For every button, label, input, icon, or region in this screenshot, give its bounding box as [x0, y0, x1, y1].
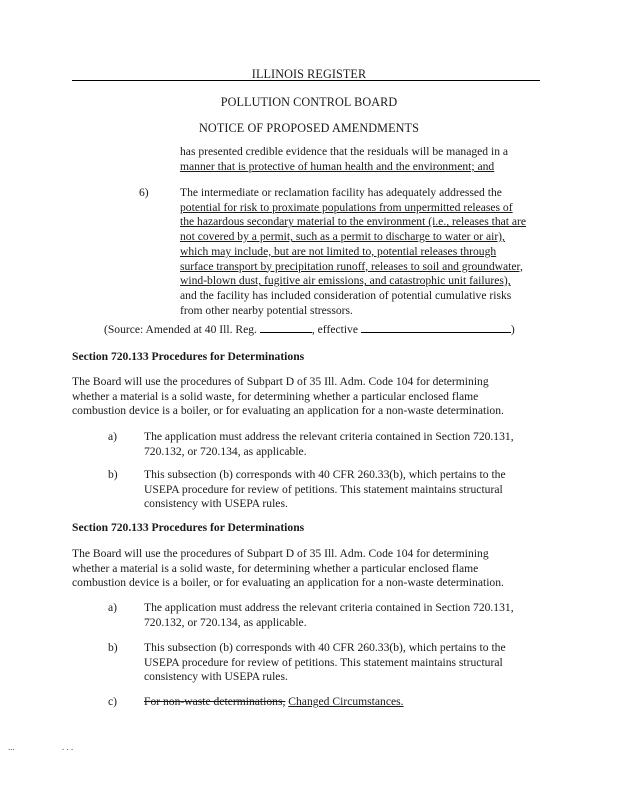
footer-mark-right: . . .: [62, 742, 74, 752]
section-1-b-text: This subsection (b) corresponds with 40 CFR 260.33(b), which pertains to the USEPA procedure for review of petitions. This statement maintains structural consistency with USEPA rules.: [144, 468, 506, 511]
section-heading-2: Section 720.133 Procedures for Determinations: [72, 521, 305, 534]
section-1-a-label: a): [108, 430, 118, 443]
section-heading-1: Section 720.133 Procedures for Determinations: [72, 350, 305, 363]
item-6-number: 6): [139, 186, 149, 199]
section-1-b-label: b): [108, 468, 118, 481]
section-2-c-label: c): [108, 695, 118, 708]
section-1-a-text: The application must address the relevant criteria contained in Section 720.131, 720.132, or 720.134, as applicable.: [144, 430, 514, 458]
section-2-c-text: [144, 695, 404, 710]
top-paragraph: has presented credible evidence that the residuals will be managed in a manner that is protective of human health and the environment; and: [180, 145, 509, 173]
section-2-b-text: This subsection (b) corresponds with 40 CFR 260.33(b), which pertains to the USEPA procedure for review of petitions. This statement maintains structural consistency with USEPA rules.: [144, 641, 506, 684]
item-6-text: The intermediate or reclamation facility has adequately addressed the potential for risk to proximate populations from unpermitted releases of the hazardous secondary material to the environment (i.e., releases that are not covered by a permit, such as a permit to discharge to water or air), which may include, but are not limited to, potential releases through surface transport by precipitation runoff, releases to soil and groundwater, wind-blown dust, fugitive air emissions, and catastrophic unit failures), and the facility has included consideration of potential cumulative risks from other nearby potential stressors.: [180, 186, 527, 317]
section-1-paragraph: The Board will use the procedures of Subpart D of 35 Ill. Adm. Code 104 for determining whether a material is a solid waste, for determining whether a particular enclosed flame combustion device is a boiler, or for evaluating an application for a non-waste determination.: [72, 375, 504, 418]
footer-mark-left: ...: [8, 742, 15, 752]
reg-blank: [260, 322, 312, 333]
register-title: ILLINOIS REGISTER: [251, 67, 367, 81]
section-2-a-label: a): [108, 601, 118, 614]
effective-blank: [361, 322, 511, 333]
section-2-paragraph: The Board will use the procedures of Subpart D of 35 Ill. Adm. Code 104 for determining whether a material is a solid waste, for determining whether a particular enclosed flame combustion device is a boiler, or for evaluating an application for a non-waste determination.: [72, 547, 504, 590]
section-2-a-text: The application must address the relevant criteria contained in Section 720.131, 720.132, or 720.134, as applicable.: [144, 601, 514, 629]
source-line: (Source: Amended at 40 Ill. Reg. , effective ): [104, 323, 515, 336]
section-2-b-label: b): [108, 641, 118, 654]
struck-text: For non-waste determinations,: [144, 695, 286, 708]
notice-title: NOTICE OF PROPOSED AMENDMENTS: [199, 121, 419, 135]
board-title: POLLUTION CONTROL BOARD: [220, 95, 398, 109]
inserted-text: Changed Circumstances.: [288, 695, 404, 708]
